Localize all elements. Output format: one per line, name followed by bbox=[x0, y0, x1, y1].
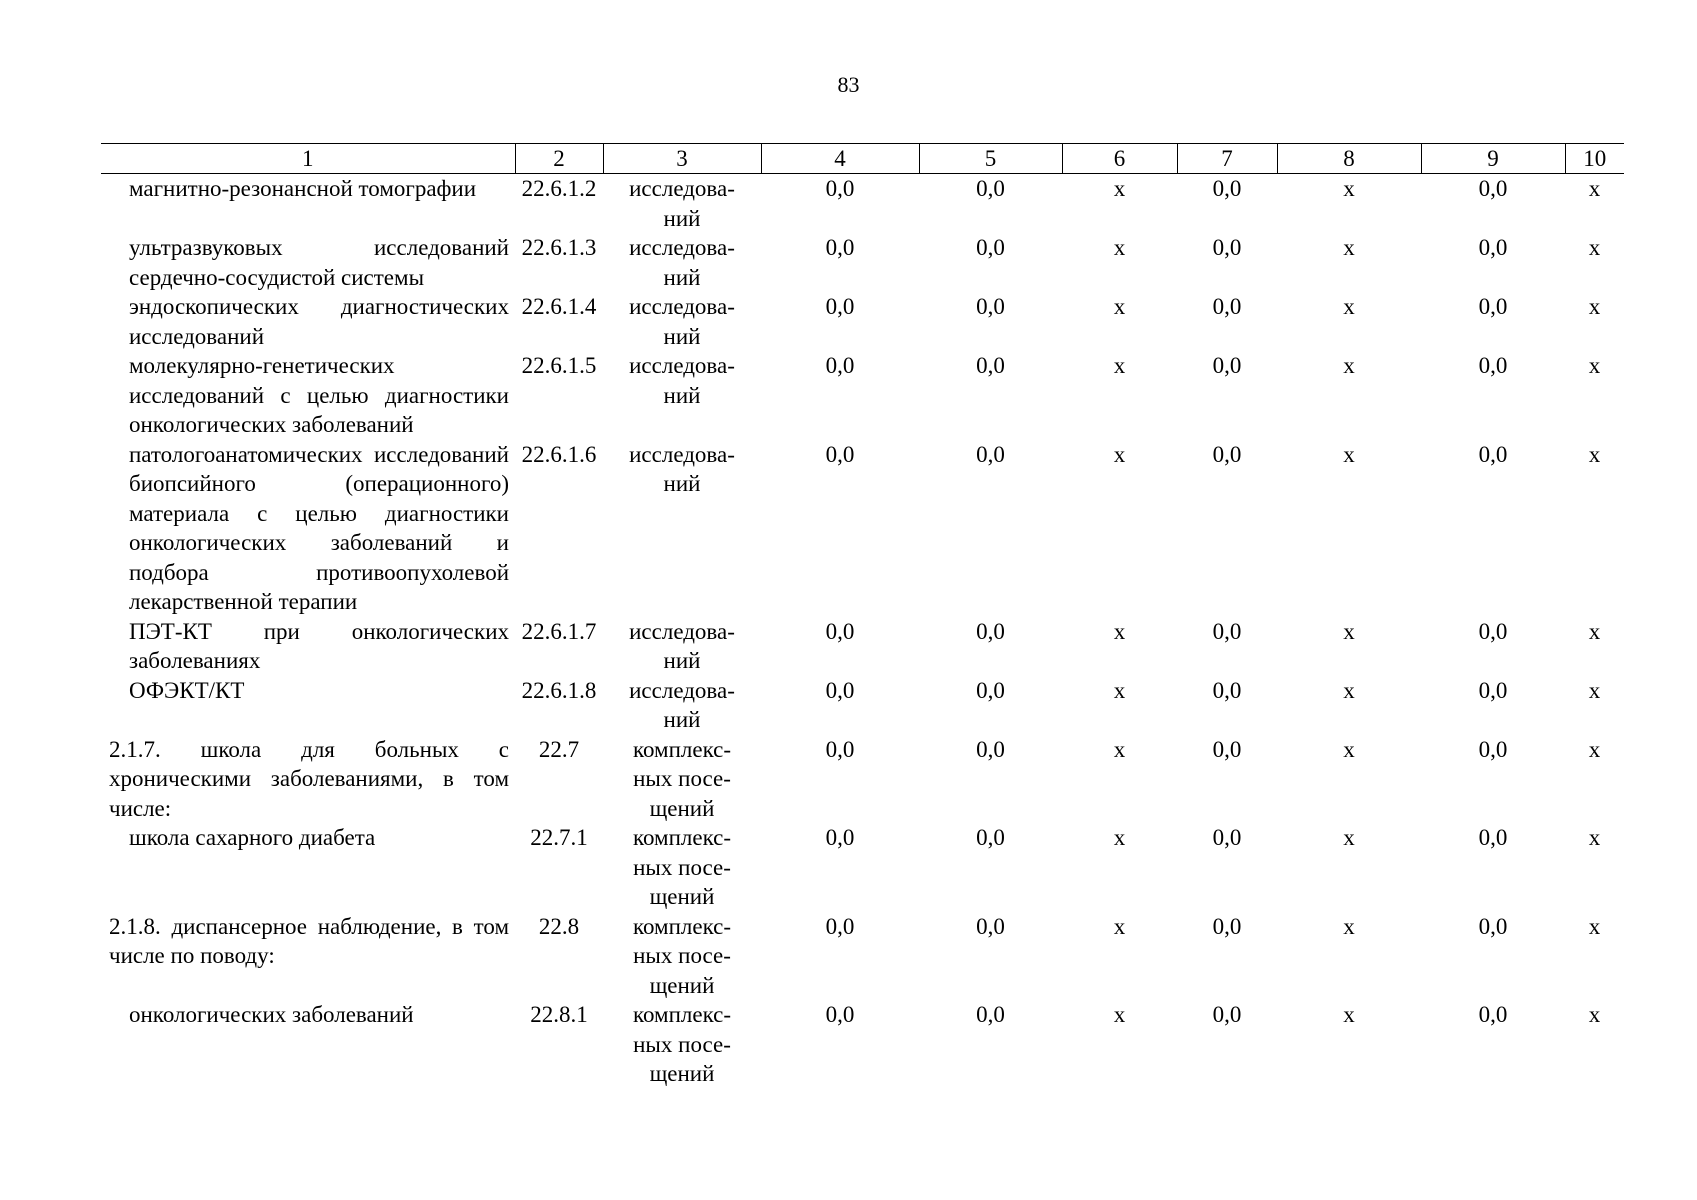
row-value-9: 0,0 bbox=[1478, 913, 1508, 939]
row-code: 22.6.1.6 bbox=[521, 441, 597, 467]
row-value-9: 0,0 bbox=[1478, 235, 1508, 260]
row-value-7: 0,0 bbox=[1212, 913, 1242, 939]
row-value-4: 0,0 bbox=[825, 677, 855, 703]
table-row bbox=[101, 1000, 1624, 1089]
row-value-7: 0,0 bbox=[1212, 736, 1242, 762]
row-value-4: 0,0 bbox=[825, 825, 855, 850]
row-value-9: 0,0 bbox=[1478, 825, 1508, 850]
row-value-4: 0,0 bbox=[825, 176, 855, 201]
row-unit: исследова- ний bbox=[629, 677, 735, 732]
row-value-8: х bbox=[1343, 353, 1355, 378]
column-header: 6 bbox=[1062, 144, 1177, 174]
row-value-4: 0,0 bbox=[825, 913, 855, 939]
row-unit: комплекс- ных посе- щений bbox=[632, 825, 732, 909]
row-unit: исследова- ний bbox=[629, 353, 735, 408]
column-header: 3 bbox=[603, 144, 761, 174]
row-value-5: 0,0 bbox=[976, 235, 1005, 260]
column-header: 9 bbox=[1421, 144, 1565, 174]
row-value-6: х bbox=[1113, 441, 1126, 467]
column-header: 5 bbox=[919, 144, 1062, 174]
row-value-6: х bbox=[1113, 235, 1126, 260]
row-value-9: 0,0 bbox=[1478, 677, 1508, 703]
row-value-4: 0,0 bbox=[825, 294, 855, 319]
row-unit: исследова- ний bbox=[629, 235, 735, 290]
row-name: ПЭТ-КТ при онкологических заболеваниях bbox=[129, 618, 509, 673]
row-value-9: 0,0 bbox=[1478, 441, 1508, 467]
row-name: патологоанатомических исследований биопсийного (операционного) материала с целью диагностики онкологических заболеваний и подбора противоопухолевой лекарственной терапии bbox=[129, 441, 509, 614]
row-unit: комплекс- ных посе- щений bbox=[632, 736, 732, 821]
row-value-5: 0,0 bbox=[976, 353, 1005, 378]
table-row bbox=[101, 912, 1624, 1001]
row-value-4: 0,0 bbox=[825, 441, 855, 467]
row-value-8: х bbox=[1343, 1002, 1355, 1027]
row-code: 22.6.1.5 bbox=[521, 353, 597, 378]
row-value-8: х bbox=[1343, 913, 1355, 939]
row-value-8: х bbox=[1343, 294, 1355, 319]
row-name: школа сахарного диабета bbox=[129, 825, 376, 850]
page-number: 83 bbox=[837, 72, 860, 97]
row-value-5: 0,0 bbox=[976, 736, 1005, 762]
row-value-8: х bbox=[1343, 176, 1355, 201]
column-header: 8 bbox=[1277, 144, 1421, 174]
row-value-5: 0,0 bbox=[976, 913, 1005, 939]
row-value-5: 0,0 bbox=[976, 441, 1005, 467]
row-value-10: х bbox=[1588, 353, 1601, 378]
row-value-10: х bbox=[1588, 235, 1601, 260]
row-value-5: 0,0 bbox=[976, 618, 1005, 644]
row-value-6: х bbox=[1113, 736, 1126, 762]
row-value-5: 0,0 bbox=[976, 176, 1005, 201]
row-code: 22.6.1.2 bbox=[521, 176, 597, 201]
row-value-5: 0,0 bbox=[976, 294, 1005, 319]
column-header: 7 bbox=[1177, 144, 1277, 174]
row-value-9: 0,0 bbox=[1478, 353, 1508, 378]
row-value-10: х bbox=[1588, 825, 1601, 850]
row-value-4: 0,0 bbox=[825, 353, 855, 378]
row-value-7: 0,0 bbox=[1212, 353, 1242, 378]
row-value-5: 0,0 bbox=[976, 677, 1005, 703]
row-code: 22.6.1.8 bbox=[521, 677, 597, 703]
row-name: молекулярно-генетических исследований с целью диагностики онкологических заболеваний bbox=[129, 353, 509, 437]
column-header: 2 bbox=[515, 144, 603, 174]
row-value-4: 0,0 bbox=[825, 736, 855, 762]
row-unit: исследова- ний bbox=[629, 294, 735, 349]
row-value-8: х bbox=[1343, 618, 1355, 644]
table-row bbox=[101, 351, 1624, 440]
row-value-9: 0,0 bbox=[1478, 294, 1508, 319]
row-value-10: х bbox=[1588, 736, 1601, 762]
row-code: 22.7.1 bbox=[530, 825, 588, 850]
row-value-6: х bbox=[1113, 1002, 1126, 1027]
row-value-10: х bbox=[1588, 176, 1601, 201]
row-value-7: 0,0 bbox=[1212, 235, 1242, 260]
row-value-7: 0,0 bbox=[1212, 825, 1242, 850]
row-code: 22.8.1 bbox=[530, 1002, 588, 1027]
table-row bbox=[101, 676, 1624, 735]
row-unit: комплекс- ных посе- щений bbox=[632, 1002, 732, 1086]
row-value-10: х bbox=[1588, 913, 1601, 939]
table-row bbox=[101, 823, 1624, 912]
row-value-9: 0,0 bbox=[1478, 736, 1508, 762]
row-value-5: 0,0 bbox=[976, 1002, 1005, 1027]
row-value-5: 0,0 bbox=[976, 825, 1005, 850]
row-value-6: х bbox=[1113, 294, 1126, 319]
row-value-6: х bbox=[1113, 825, 1126, 850]
row-value-9: 0,0 bbox=[1478, 176, 1508, 201]
row-name: ультразвуковых исследований сердечно-сосудистой системы bbox=[129, 235, 509, 290]
row-value-8: х bbox=[1343, 825, 1355, 850]
row-code: 22.6.1.3 bbox=[521, 235, 597, 260]
table-row bbox=[101, 617, 1624, 676]
row-value-8: х bbox=[1343, 736, 1355, 762]
row-name: онкологических заболеваний bbox=[129, 1002, 414, 1027]
row-value-8: х bbox=[1343, 441, 1355, 467]
row-value-10: х bbox=[1588, 1002, 1601, 1027]
table-row bbox=[101, 233, 1624, 292]
row-value-10: х bbox=[1588, 618, 1601, 644]
column-header: 4 bbox=[761, 144, 919, 174]
row-name: ОФЭКТ/КТ bbox=[129, 677, 245, 703]
row-unit: исследова- ний bbox=[629, 618, 735, 673]
row-value-4: 0,0 bbox=[825, 235, 855, 260]
row-value-7: 0,0 bbox=[1212, 294, 1242, 319]
row-value-8: х bbox=[1343, 235, 1355, 260]
row-name: 2.1.7. школа для больных с хроническими заболеваниями, в том числе: bbox=[109, 736, 509, 821]
column-header: 1 bbox=[101, 144, 515, 174]
row-value-7: 0,0 bbox=[1212, 618, 1242, 644]
row-value-8: х bbox=[1343, 677, 1355, 703]
row-value-6: х bbox=[1113, 618, 1126, 644]
row-value-6: х bbox=[1113, 176, 1126, 201]
row-code: 22.6.1.7 bbox=[521, 618, 597, 644]
row-value-6: х bbox=[1113, 913, 1126, 939]
row-value-9: 0,0 bbox=[1478, 1002, 1508, 1027]
row-code: 22.6.1.4 bbox=[521, 294, 597, 319]
row-name: магнитно-резонансной томографии bbox=[129, 176, 477, 201]
row-value-7: 0,0 bbox=[1212, 677, 1242, 703]
table-row bbox=[101, 440, 1624, 617]
row-value-10: х bbox=[1588, 441, 1601, 467]
table-row bbox=[101, 174, 1624, 234]
row-value-6: х bbox=[1113, 353, 1126, 378]
row-value-4: 0,0 bbox=[825, 618, 855, 644]
header-row bbox=[101, 144, 1624, 174]
row-value-9: 0,0 bbox=[1478, 618, 1508, 644]
row-unit: исследова- ний bbox=[629, 176, 735, 231]
row-value-6: х bbox=[1113, 677, 1126, 703]
row-unit: комплекс- ных посе- щений bbox=[632, 913, 732, 998]
row-value-7: 0,0 bbox=[1212, 1002, 1242, 1027]
row-unit: исследова- ний bbox=[629, 441, 735, 496]
row-name: 2.1.8. диспансерное наблюдение, в том числе по поводу: bbox=[109, 913, 509, 968]
row-value-10: х bbox=[1588, 677, 1601, 703]
table-row bbox=[101, 735, 1624, 824]
row-code: 22.7 bbox=[538, 736, 580, 762]
row-code: 22.8 bbox=[538, 913, 580, 939]
table-body bbox=[101, 174, 1624, 1089]
data-table bbox=[101, 143, 1624, 1089]
row-value-7: 0,0 bbox=[1212, 176, 1242, 201]
row-value-7: 0,0 bbox=[1212, 441, 1242, 467]
column-header: 10 bbox=[1565, 144, 1624, 174]
table-row bbox=[101, 292, 1624, 351]
row-name: эндоскопических диагностических исследований bbox=[129, 294, 509, 349]
row-value-10: х bbox=[1588, 294, 1601, 319]
row-value-4: 0,0 bbox=[825, 1002, 855, 1027]
